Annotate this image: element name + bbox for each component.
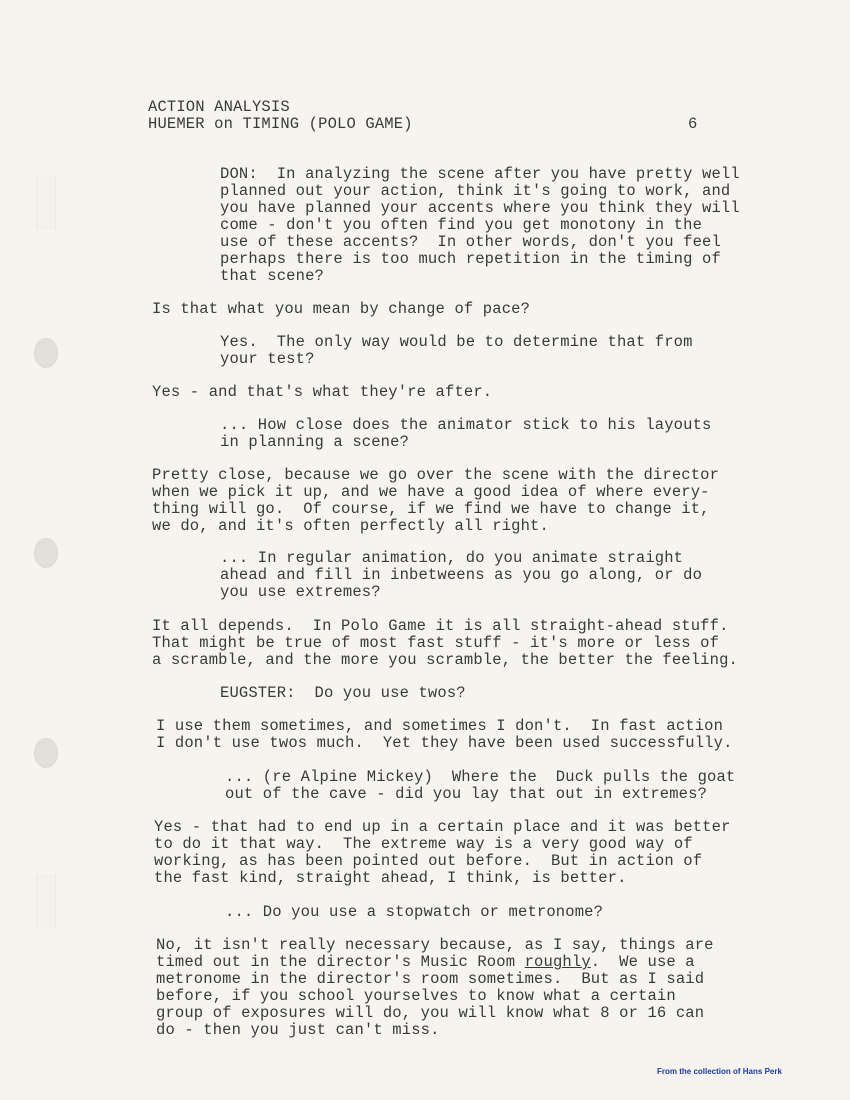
answer-paragraph: Yes - and that's what they're after. — [152, 383, 493, 401]
answer-paragraph: I use them sometimes, and sometimes I don't. In fast action I don't use twos much. Yet they have been used successfully. — [156, 717, 733, 752]
question-paragraph: ... Do you use a stopwatch or metronome? — [225, 903, 604, 921]
question-paragraph: EUGSTER: Do you use twos? — [220, 684, 466, 702]
answer-paragraph: It all depends. In Polo Game it is all straight-ahead stuff. That might be true of most fast stuff - it's more or less of a scramble, and the more you scramble, the better the feeling. — [152, 617, 738, 669]
question-paragraph: DON: In analyzing the scene after you have pretty well planned out your action, think it's going to work, and you have planned your accents where you think they will come - don't you often find you get monotony in the use of these accents? In other words, don't you feel perhaps there is too much repetition in the timing of that scene? — [220, 165, 740, 285]
collection-credit: From the collection of Hans Perk — [657, 1067, 782, 1076]
underlined-word: roughly — [524, 953, 591, 971]
question-paragraph: ... In regular animation, do you animate straight ahead and fill in inbetweens as you go along, or do you use extremes? — [220, 549, 703, 601]
answer-paragraph: Is that what you mean by change of pace? — [152, 300, 531, 318]
punch-hole — [34, 338, 58, 368]
binding-strip — [36, 874, 56, 928]
answer-text: No, it isn't really necessary because, as I say, things are timed out in the director's Music Room — [156, 936, 714, 971]
binding-strip — [36, 176, 56, 230]
answer-paragraph — [156, 937, 714, 1039]
answer-paragraph: Yes - that had to end up in a certain place and it was better to do it that way. The extreme way is a very good way of working, as has been pointed out before. But in action of the fast kind, straight ahead, I think, is better. — [154, 818, 731, 887]
header-title: ACTION ANALYSIS — [148, 98, 290, 116]
punch-hole — [34, 738, 58, 768]
question-paragraph: ... How close does the animator stick to his layouts in planning a scene? — [220, 416, 712, 451]
punch-hole — [34, 538, 58, 568]
answer-text: . We use a metronome in the director's room sometimes. But as I said before, if you school yourselves to know what a certain group of exposures will do, you will know what 8 or 16 can do - then you just can't miss. — [156, 953, 705, 1039]
question-paragraph: Yes. The only way would be to determine that from your test? — [220, 333, 693, 368]
answer-paragraph: Pretty close, because we go over the scene with the director when we pick it up, and we have a good idea of where every- thing will go. Of course, if we find we have to change it, we do, and it's often perfectly all right. — [152, 466, 720, 535]
question-paragraph: ... (re Alpine Mickey) Where the Duck pulls the goat out of the cave - did you lay that out in extremes? — [225, 768, 736, 803]
header-subtitle: HUEMER on TIMING (POLO GAME) — [148, 115, 413, 133]
page-number: 6 — [688, 115, 698, 133]
